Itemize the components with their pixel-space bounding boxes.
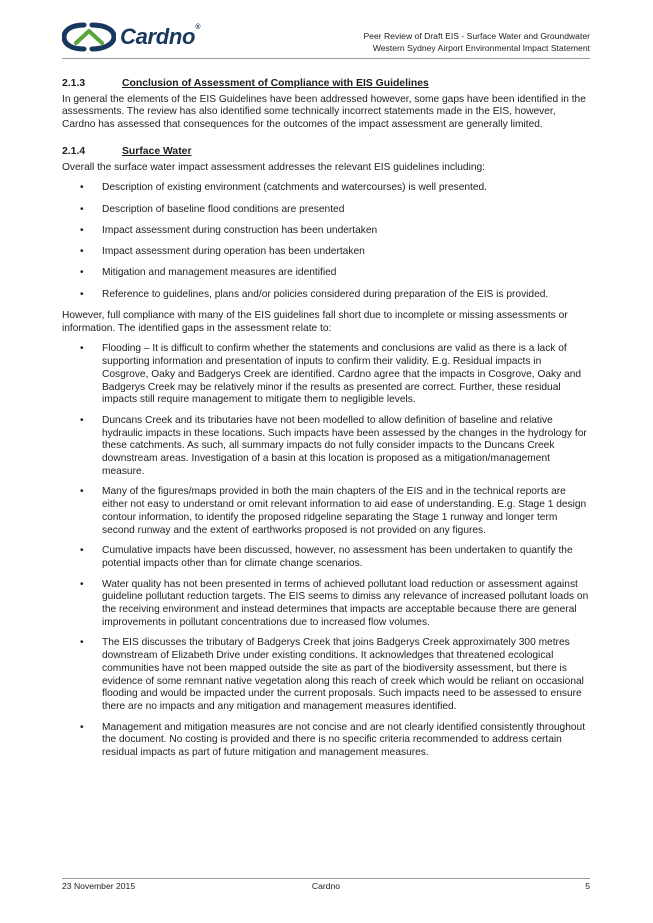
list-item: • Impact assessment during construction has been undertaken <box>80 224 378 236</box>
list-item: • Impact assessment during operation has been undertaken <box>80 246 365 258</box>
header-title-line-2: Western Sydney Airport Environmental Impact Statement <box>372 43 590 53</box>
section-title: Surface Water <box>122 145 192 157</box>
list-item: • Description of baseline flood conditions are presented <box>80 203 345 215</box>
cardno-logo <box>62 22 200 52</box>
page-number: 5 <box>585 881 590 891</box>
list-item: • Water quality has not been presented in terms of achieved pollutant load reduction or assessment against guideline pollutant reduction targets. The EIS seems to dimiss any relevance of increased pollutant loads on the receiving environment and instead determines that impacts are acceptable because there are general improvements in pollutant concentrations due to increased flow volumes. <box>80 578 589 628</box>
header-doc-title <box>363 30 590 54</box>
section-number: 2.1.4 <box>62 145 86 157</box>
section-2-1-3-paragraph: In general the elements of the EIS Guidelines have been addressed however, some gaps have been identified in the assessments. The review has also identified some technically incorrect statements made in the EIS, however, Cardno has assessed that consequences for the outcomes of the impact assessment are generally limited. <box>62 93 586 131</box>
gaps-intro-paragraph: However, full compliance with many of the EIS guidelines fall short due to incomplete or missing assessments or information. The identified gaps in the assessment relate to: <box>62 310 568 334</box>
page-body <box>62 78 590 768</box>
list-item: • Flooding – It is difficult to confirm whether the statements and conclusions are valid as there is a lack of supporting information and presentation of inputs to confirm their validity. E.g. Residual impacts in Cosgrove, Oaky and Badgerys Creek are identified. Cardno agree that the impacts in Cosgrove, Oaky and Badgerys Creek may be relatively minor if the results as presented are correct. Further, these residual impacts still require management to mitigate them to negligible levels. <box>80 343 582 406</box>
cardno-logo-icon <box>62 22 116 52</box>
gap-bullet-list <box>62 343 590 759</box>
section-heading-2-1-3 <box>62 78 590 91</box>
section-number: 2.1.3 <box>62 78 86 89</box>
list-item: • Description of existing environment (catchments and watercourses) is well presented. <box>80 182 488 194</box>
list-item: • The EIS discusses the tributary of Badgerys Creek that joins Badgerys Creek approximately 300 metres downstream of Elizabeth Drive under existing conditions. It acknowledges that threatened ecological communities have not been mapped outside the site as part of the biodiversity assessment, but there is evidence of some remnant native vegetation along this reach of creek which would be reliant on occasional flooding and would be impacted under the current proposals. Such impacts need to be assessed to ensure there are no impacts and any mitigation and management measures identified. <box>80 637 584 712</box>
footer-date: 23 November 2015 <box>62 881 136 891</box>
header-divider <box>62 58 590 59</box>
list-item: • Management and mitigation measures are not concise and are not clearly identified consistently throughout the document. No costing is provided and there is no specific criteria recommended to address certain residual impacts as part of future mitigation and management measures. <box>80 721 586 759</box>
section-2-1-4-intro: Overall the surface water impact assessment addresses the relevant EIS guidelines including: <box>62 161 485 173</box>
header-title-line-1: Peer Review of Draft EIS - Surface Water and Groundwater <box>363 31 590 41</box>
list-item: • Reference to guidelines, plans and/or policies considered during preparation of the EIS is provided. <box>80 288 549 300</box>
logo-wordmark: Cardno® <box>120 24 201 49</box>
guideline-bullet-list <box>62 182 590 301</box>
page-header <box>62 22 590 58</box>
list-item: • Many of the figures/maps provided in both the main chapters of the EIS and in the technical reports are either not easy to understand or omit relevant information to aid ease of understanding. E.g. Stage 1 design contour information, to identify the proposed ridgeline separating the Stage 1 runway and longer term second runway and the extent of earthworks proposed is not provided on any figures. <box>80 486 587 536</box>
list-item: • Mitigation and management measures are identified <box>80 267 337 279</box>
section-title: Conclusion of Assessment of Compliance with EIS Guidelines <box>122 78 429 89</box>
list-item: • Cumulative impacts have been discussed, however, no assessment has been undertaken to quantify the potential impacts other than for climate change scenarios. <box>80 545 573 569</box>
section-heading-2-1-4 <box>62 146 590 159</box>
list-item: • Duncans Creek and its tributaries have not been modelled to allow definition of baseline and relative hydraulic impacts in these locations. Such impacts have been assessed by the changes in the hydrology for these catchments. As such, all summary impacts do not fully consider impacts to the Duncans Creek downstream areas. Investigation of a basin at this location is proposed as a mitigation/management measure. <box>80 414 587 477</box>
footer-divider <box>62 878 590 879</box>
footer-company: Cardno <box>311 881 341 891</box>
